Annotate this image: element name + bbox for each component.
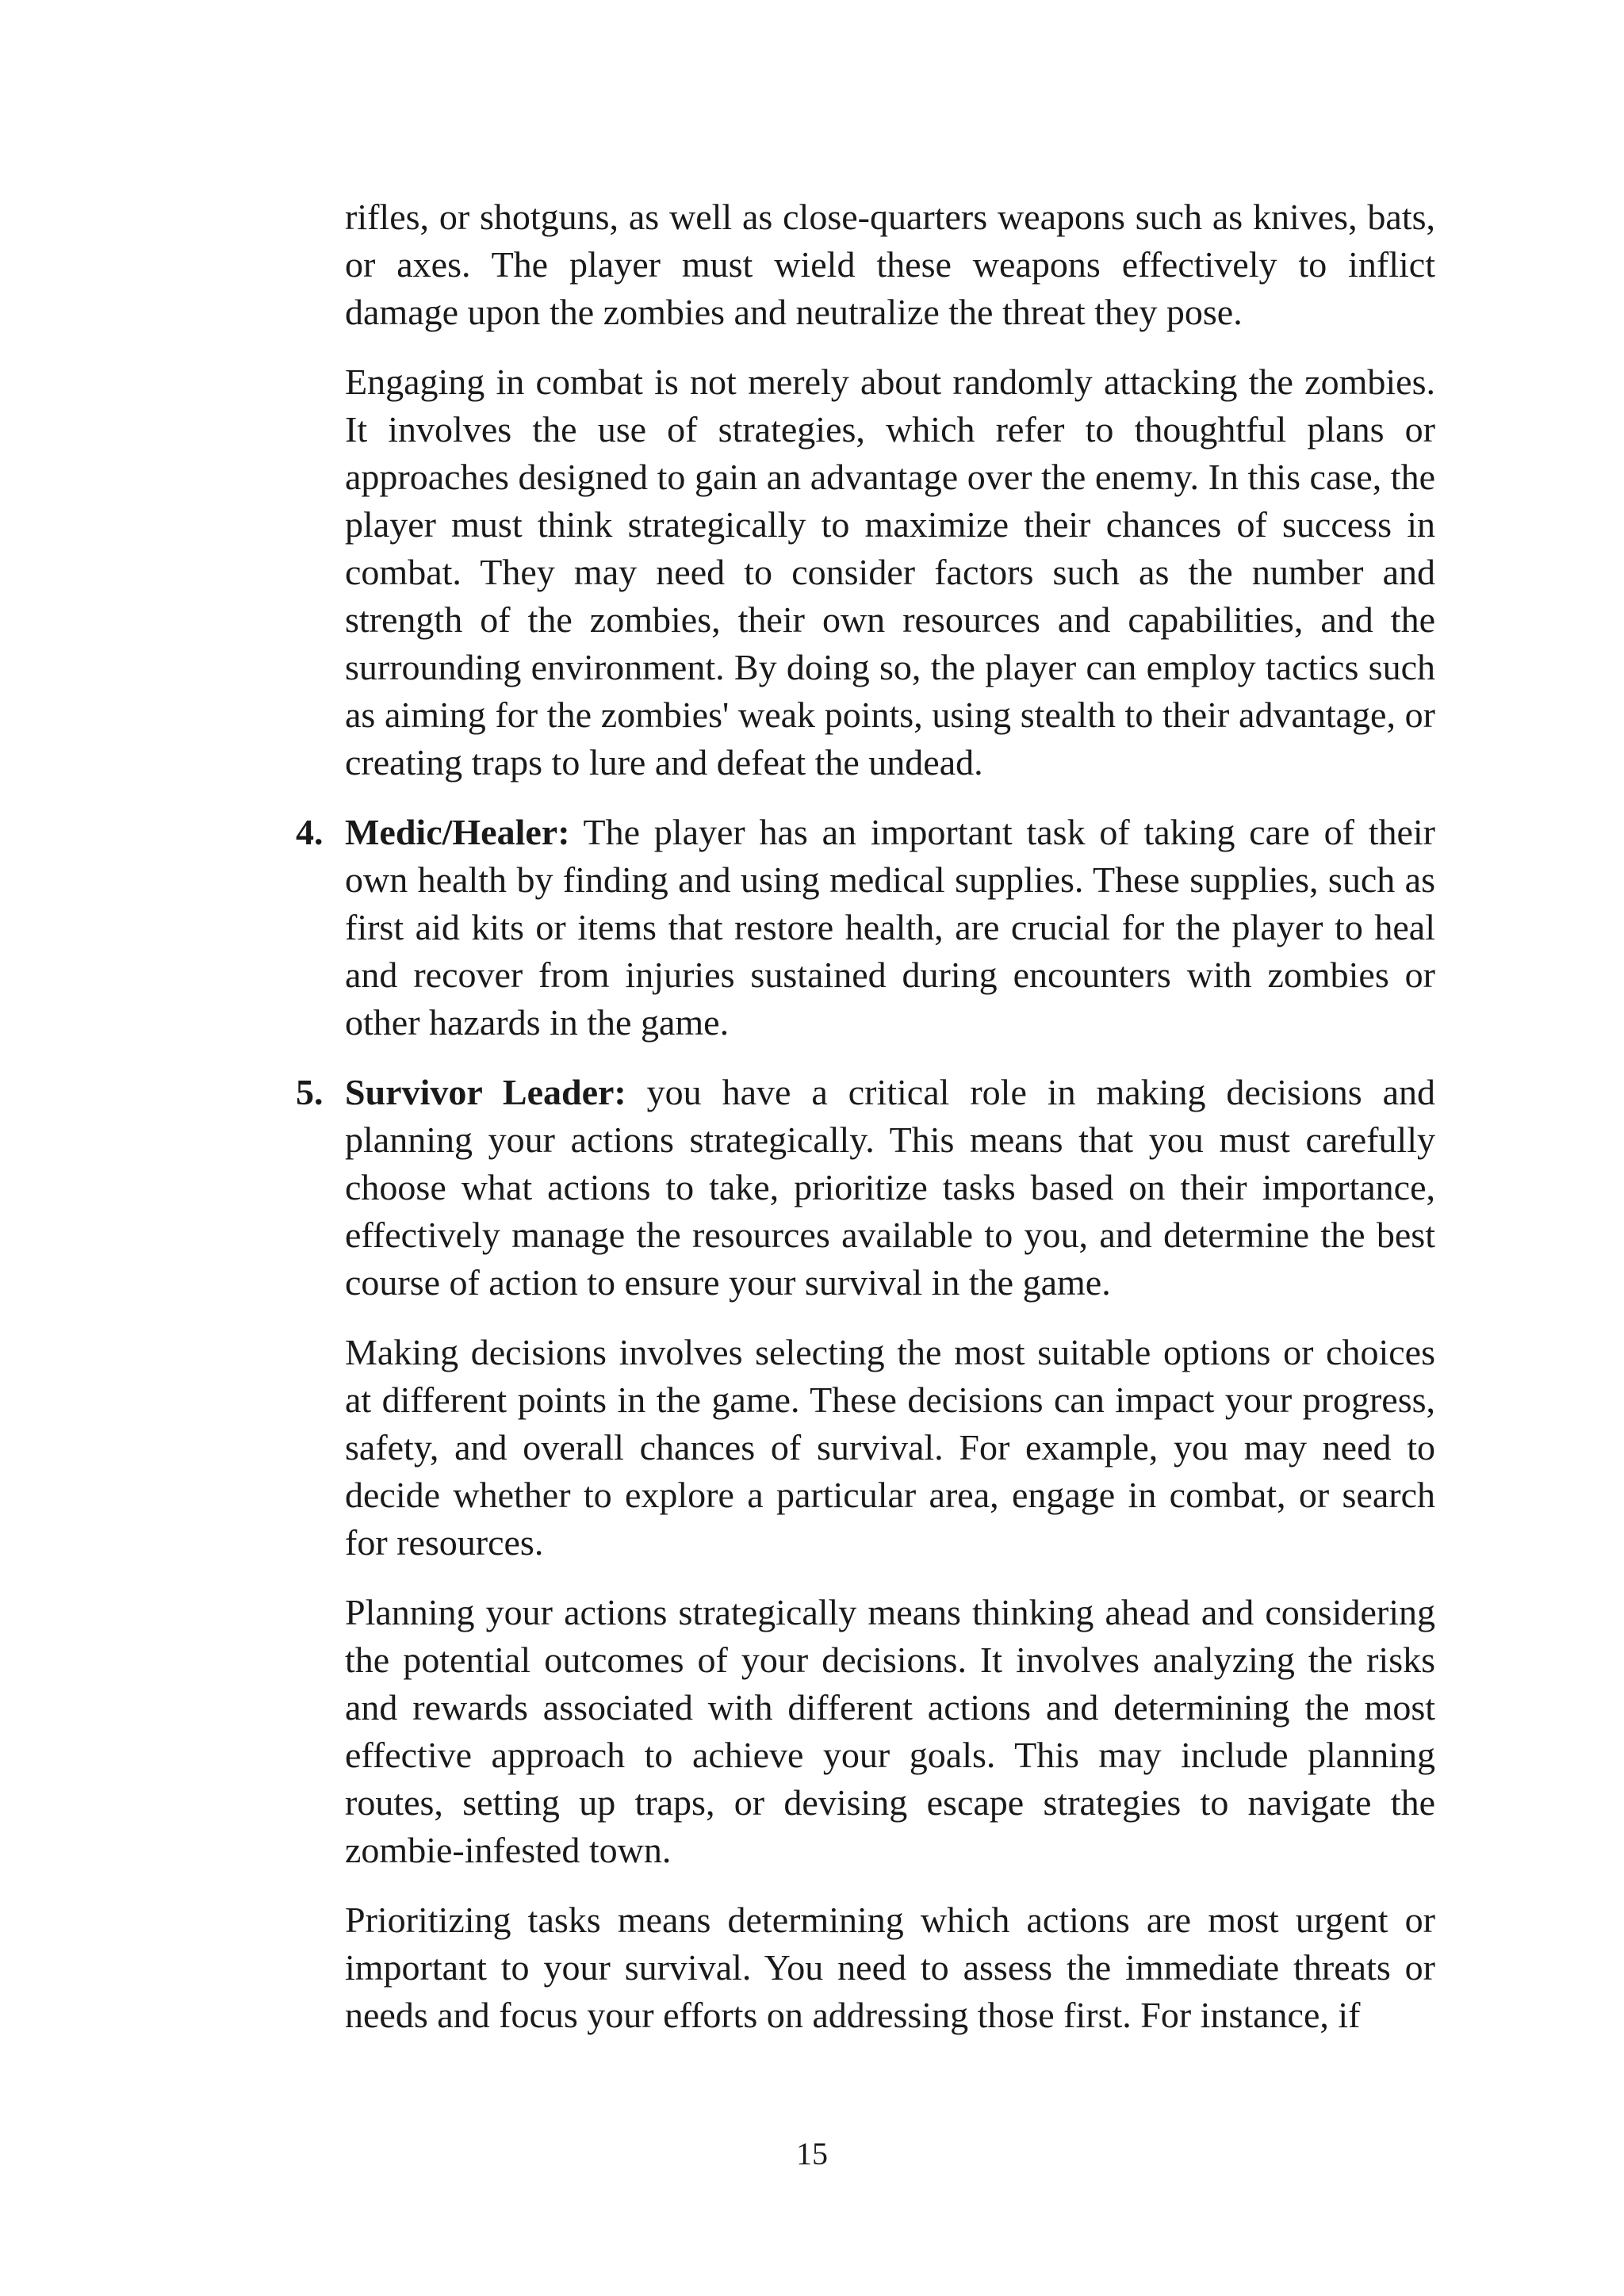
list-description: you have a critical role in making decisions and planning your actions strategically. This means that you must carefully choose what actions to take, prioritize tasks based on their importance, effectively manage the resources available to you, and determine the best course of action to ensure your survival in the game. bbox=[345, 1072, 1435, 1303]
list-item-survivor-leader bbox=[296, 1069, 1435, 1307]
body-paragraph: rifles, or shotguns, as well as close-quarters weapons such as knives, bats, or axes. The player must wield these weapons effectively to inflict damage upon the zombies and neutralize the threat they pose. bbox=[345, 197, 1435, 332]
list-term: Survivor Leader: bbox=[345, 1072, 626, 1112]
page-number: 15 bbox=[796, 2136, 828, 2172]
body-paragraph: Making decisions involves selecting the most suitable options or choices at different points in the game. These decisions can impact your progress, safety, and overall chances of survival. For example, you may need to decide whether to explore a particular area, engage in combat, or search for resources. bbox=[345, 1332, 1435, 1563]
page-body bbox=[296, 193, 1435, 2061]
list-term: Medic/Healer: bbox=[345, 812, 570, 852]
body-paragraph: Planning your actions strategically means thinking ahead and considering the potential outcomes of your decisions. It involves analyzing the risks and rewards associated with different actions and determining the most effective approach to achieve your goals. This may include planning routes, setting up traps, or devising escape strategies to navigate the zombie-infested town. bbox=[345, 1592, 1435, 1870]
list-item-text bbox=[345, 1069, 1435, 1307]
body-paragraph: Prioritizing tasks means determining which actions are most urgent or important to your survival. You need to assess the immediate threats or needs and focus your efforts on addressing those first. For instance, if bbox=[345, 1900, 1435, 2035]
list-number: 4. bbox=[296, 812, 324, 852]
list-item-text bbox=[345, 809, 1435, 1047]
list-item-medic-healer bbox=[296, 809, 1435, 1047]
list-number: 5. bbox=[296, 1072, 324, 1112]
body-paragraph: Engaging in combat is not merely about randomly attacking the zombies. It involves the use of strategies, which refer to thoughtful plans or approaches designed to gain an advantage over the enemy. In this case, the player must think strategically to maximize their chances of success in combat. They may need to consider factors such as the number and strength of the zombies, their own resources and capabilities, and the surrounding environment. By doing so, the player can employ tactics such as aiming for the zombies' weak points, using stealth to their advantage, or creating traps to lure and defeat the undead. bbox=[345, 362, 1435, 783]
list-description: The player has an important task of taking care of their own health by finding and using medical supplies. These supplies, such as first aid kits or items that restore health, are crucial for the player to heal and recover from injuries sustained during encounters with zombies or other hazards in the game. bbox=[345, 812, 1435, 1043]
